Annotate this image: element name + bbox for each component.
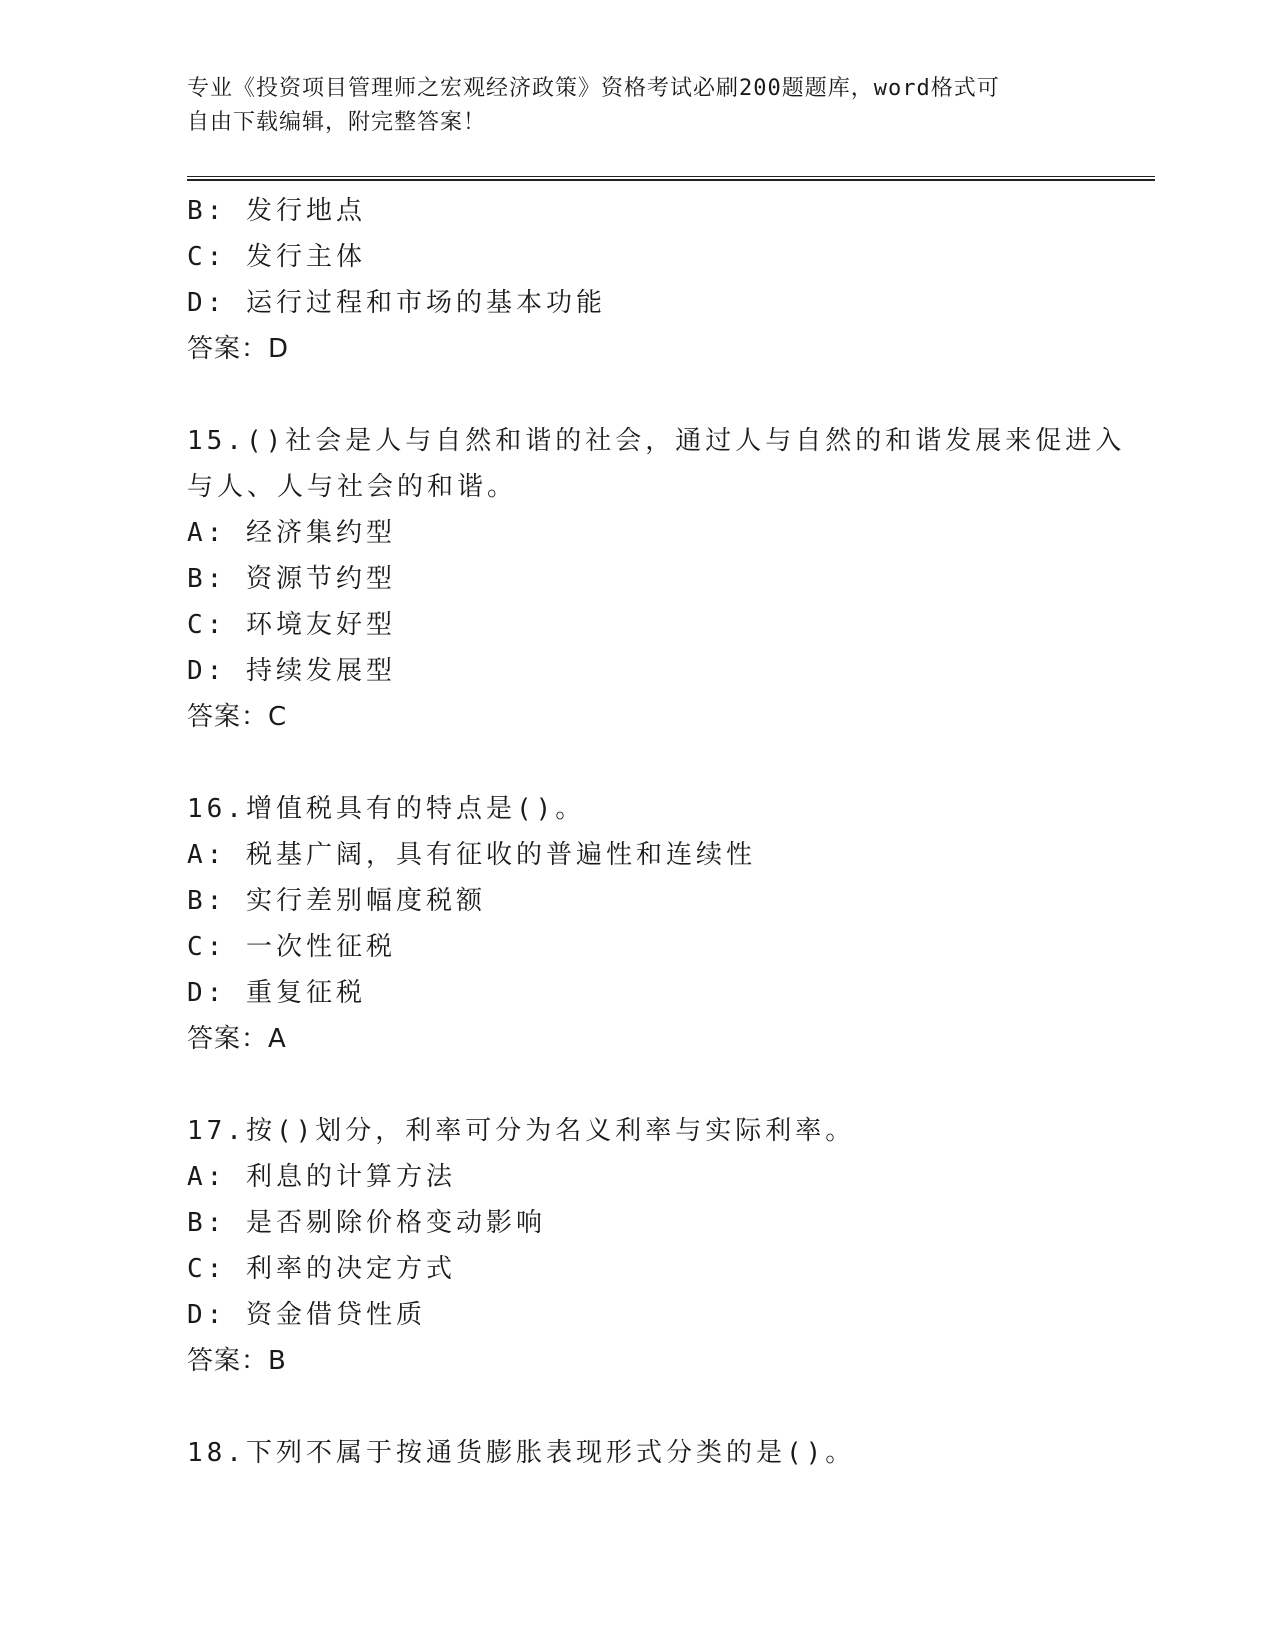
- question-16: [187, 786, 1155, 1062]
- q15-stem-line-1: 15.()社会是人与自然和谐的社会，通过人与自然的和谐发展来促进入: [187, 426, 1126, 456]
- q16-option-a: A: 税基广阔，具有征收的普遍性和连续性: [187, 840, 756, 870]
- q18-stem: 18.下列不属于按通货膨胀表现形式分类的是()。: [187, 1438, 856, 1468]
- q16-stem: 16.增值税具有的特点是()。: [187, 794, 586, 824]
- q14-option-c: C: 发行主体: [187, 242, 366, 272]
- q14-answer: 答案：D: [187, 334, 290, 364]
- spacer: [187, 740, 1155, 786]
- q15-option-b: B: 资源节约型: [187, 564, 396, 594]
- header-line-1: 专业《投资项目管理师之宏观经济政策》资格考试必刷200题题库，word格式可: [187, 76, 1000, 101]
- q17-option-a: A: 利息的计算方法: [187, 1162, 456, 1192]
- q17-option-d: D: 资金借贷性质: [187, 1300, 426, 1330]
- question-content: [187, 188, 1155, 1476]
- header-line-2: 自由下载编辑，附完整答案！: [187, 110, 487, 135]
- q15-stem-line-2: 与人、人与社会的和谐。: [187, 472, 518, 502]
- q15-answer: 答案：C: [187, 702, 288, 732]
- q14-option-b: B: 发行地点: [187, 196, 366, 226]
- header-divider: [187, 176, 1155, 181]
- spacer: [187, 372, 1155, 418]
- q17-stem: 17.按()划分，利率可分为名义利率与实际利率。: [187, 1116, 856, 1146]
- question-15: [187, 418, 1155, 740]
- question-18: [187, 1430, 1155, 1476]
- q17-option-c: C: 利率的决定方式: [187, 1254, 456, 1284]
- q16-answer: 答案：A: [187, 1024, 287, 1054]
- q17-answer: 答案：B: [187, 1346, 287, 1376]
- q14-option-d: D: 运行过程和市场的基本功能: [187, 288, 606, 318]
- q16-option-b: B: 实行差别幅度税额: [187, 886, 486, 916]
- q16-option-c: C: 一次性征税: [187, 932, 396, 962]
- q17-option-b: B: 是否剔除价格变动影响: [187, 1208, 546, 1238]
- q15-option-d: D: 持续发展型: [187, 656, 396, 686]
- page-header: [187, 72, 1067, 140]
- question-17: [187, 1108, 1155, 1384]
- question-14-tail: [187, 188, 1155, 372]
- spacer: [187, 1384, 1155, 1430]
- q15-option-a: A: 经济集约型: [187, 518, 396, 548]
- q16-option-d: D: 重复征税: [187, 978, 366, 1008]
- spacer: [187, 1062, 1155, 1108]
- q15-option-c: C: 环境友好型: [187, 610, 396, 640]
